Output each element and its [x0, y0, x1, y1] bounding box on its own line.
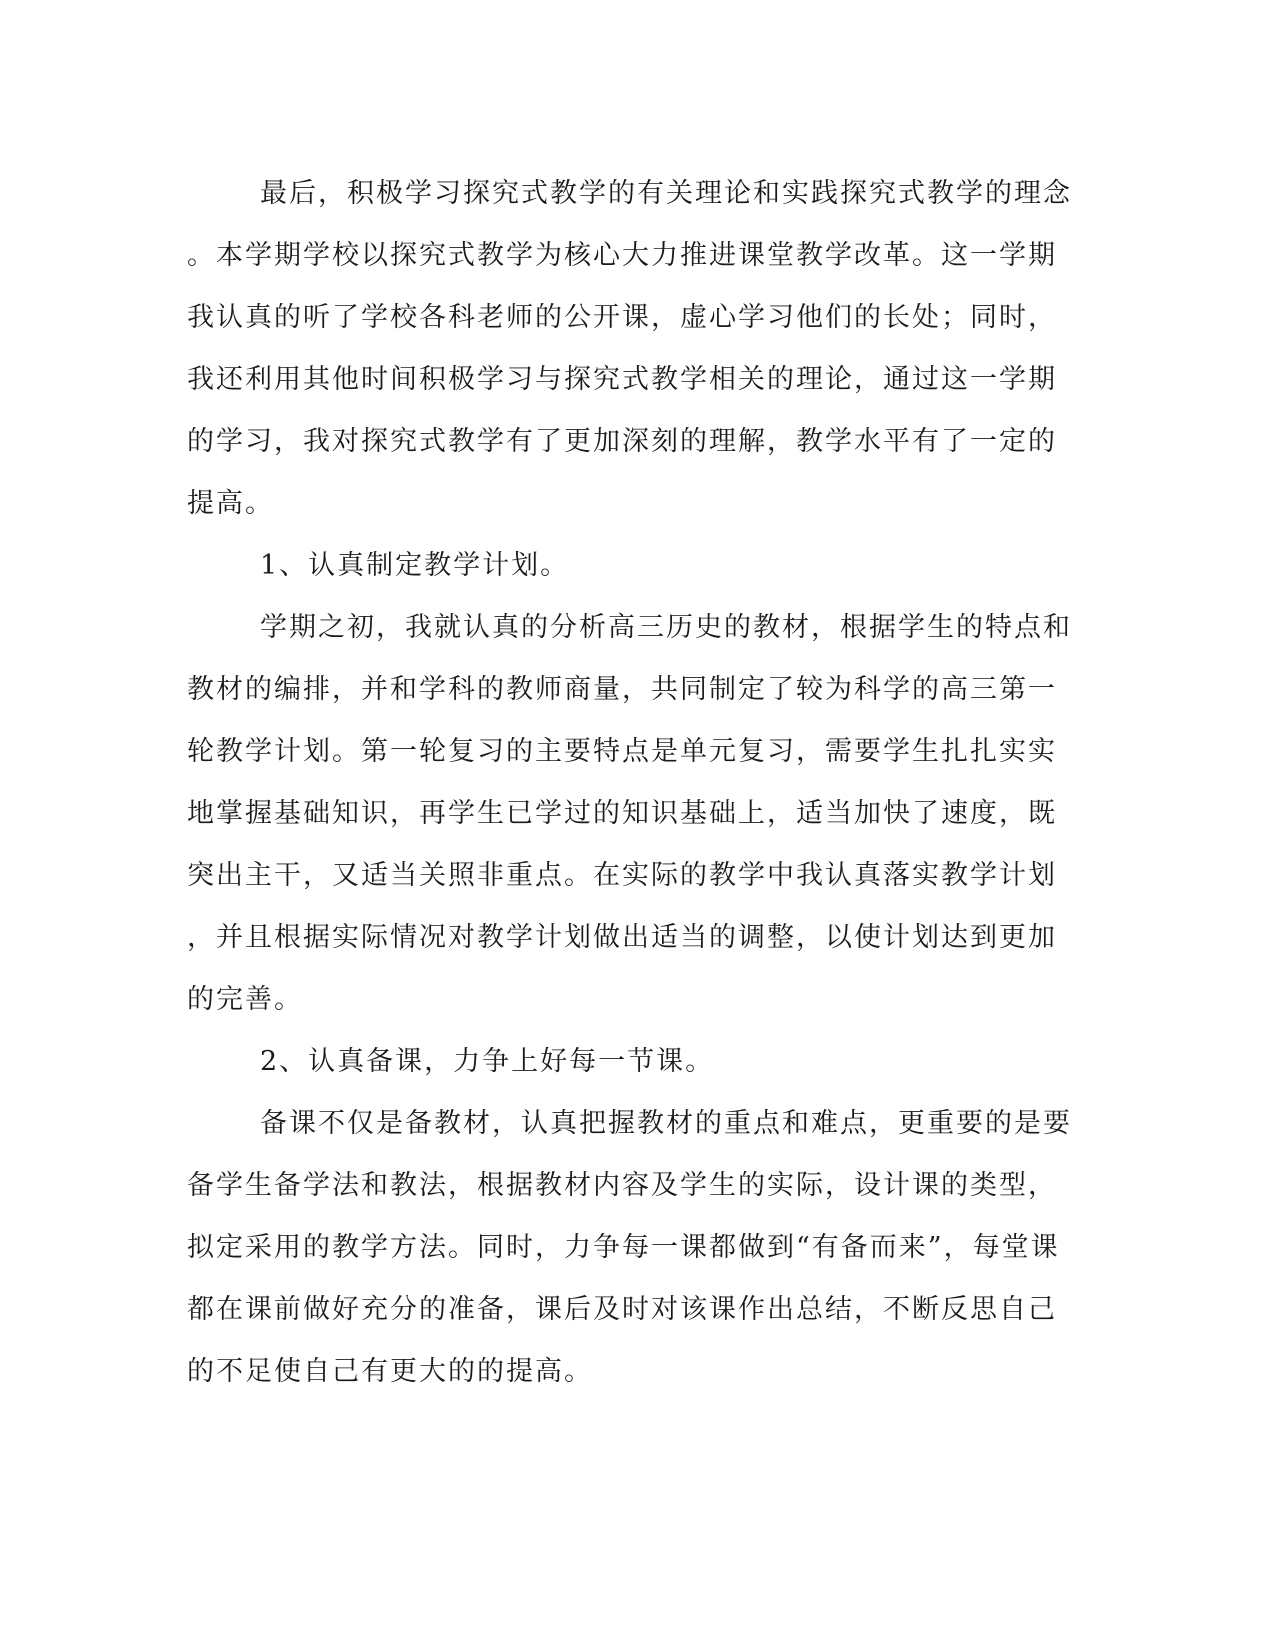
text-line: 备课不仅是备教材，认真把握教材的重点和难点，更重要的是要: [260, 1108, 1072, 1139]
text-line: 地掌握基础知识，再学生已学过的知识基础上，适当加快了速度，既: [187, 798, 1057, 829]
text-line: 最后，积极学习探究式教学的有关理论和实践探究式教学的理念: [260, 178, 1072, 209]
text-line: 教材的编排，并和学科的教师商量，共同制定了较为科学的高三第一: [187, 674, 1057, 705]
text-line: 都在课前做好充分的准备，课后及时对该课作出总结，不断反思自己: [187, 1294, 1057, 1325]
text-line: 我还利用其他时间积极学习与探究式教学相关的理论，通过这一学期: [187, 364, 1057, 395]
text-line: 的完善。: [187, 984, 303, 1015]
text-line: 学期之初，我就认真的分析高三历史的教材，根据学生的特点和: [260, 612, 1072, 643]
text-line: 我认真的听了学校各科老师的公开课，虚心学习他们的长处；同时，: [187, 302, 1057, 333]
text-line: 的学习，我对探究式教学有了更加深刻的理解，教学水平有了一定的: [187, 426, 1057, 457]
text-line: 备学生备学法和教法，根据教材内容及学生的实际，设计课的类型，: [187, 1170, 1057, 1201]
section-heading: 2、认真备课，力争上好每一节课。: [260, 1046, 715, 1077]
section-heading: 1、认真制定教学计划。: [260, 550, 570, 581]
text-line: 提高。: [187, 488, 274, 519]
document-body: [187, 163, 1072, 1403]
text-line: 突出主干，又适当关照非重点。在实际的教学中我认真落实教学计划: [187, 860, 1057, 891]
text-line: 轮教学计划。第一轮复习的主要特点是单元复习，需要学生扎扎实实: [187, 736, 1057, 767]
text-line: 的不足使自己有更大的的提高。: [187, 1356, 593, 1387]
text-line: ，并且根据实际情况对教学计划做出适当的调整，以使计划达到更加: [187, 922, 1057, 953]
text-line: 拟定采用的教学方法。同时，力争每一课都做到“有备而来”，每堂课: [187, 1232, 1060, 1263]
text-line: 。本学期学校以探究式教学为核心大力推进课堂教学改革。这一学期: [187, 240, 1057, 271]
